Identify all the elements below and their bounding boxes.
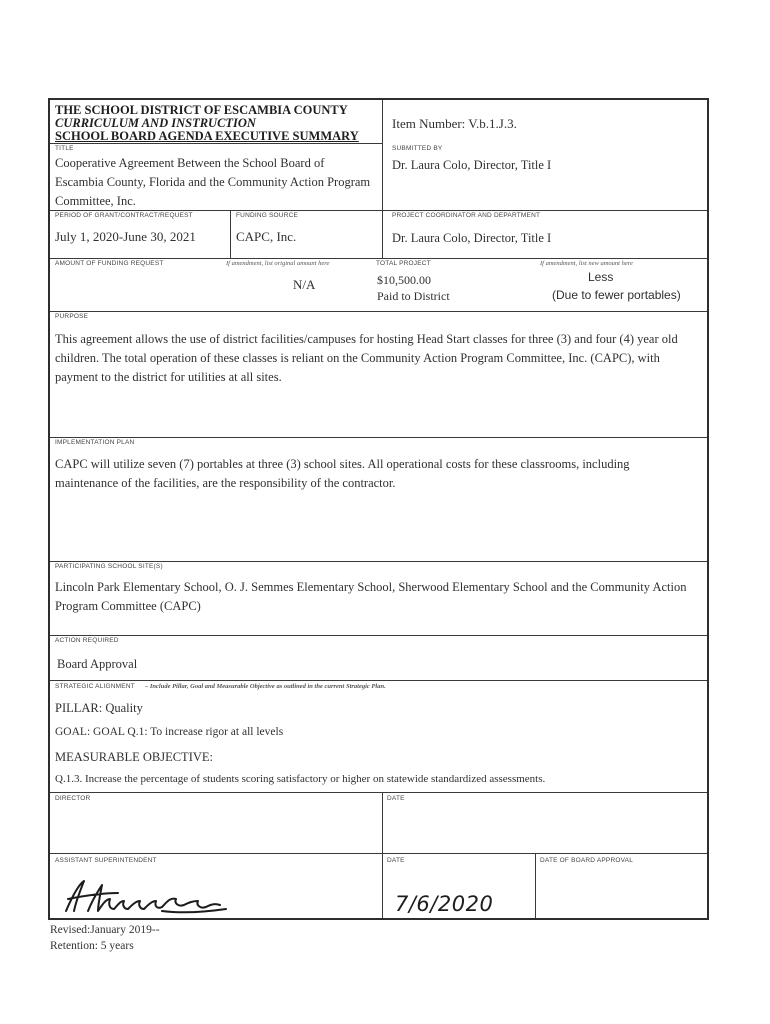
- divider: [50, 258, 707, 259]
- funding-source-label: FUNDING SOURCE: [236, 212, 299, 219]
- revised-note: Revised:January 2019--: [50, 924, 160, 936]
- funding-source-value: CAPC, Inc.: [236, 229, 297, 244]
- total-note: If amendment, list new amount here: [540, 260, 633, 267]
- date-label: DATE: [387, 857, 405, 864]
- strategic-note: – Include Pillar, Goal and Measurable Objective as outlined in the current Strategic Plan.: [145, 683, 386, 690]
- less-reason: (Due to fewer portables): [552, 288, 681, 302]
- total-amount: $10,500.00: [377, 273, 431, 287]
- participating-label: PARTICIPATING SCHOOL SITE(S): [55, 563, 163, 570]
- divider: [230, 210, 231, 258]
- date-label: DATE: [387, 795, 405, 802]
- objective-label: MEASURABLE OBJECTIVE:: [55, 750, 213, 764]
- retention-note: Retention: 5 years: [50, 940, 134, 952]
- divider: [50, 680, 707, 681]
- divider: [50, 635, 707, 636]
- divider: [50, 143, 382, 144]
- item-number: Item Number: V.b.1.J.3.: [392, 116, 517, 131]
- divider: [50, 561, 707, 562]
- assistant-superintendent-label: ASSISTANT SUPERINTENDENT: [55, 857, 157, 864]
- strategic-label: STRATEGIC ALIGNMENT: [55, 683, 135, 690]
- divider: [535, 853, 536, 918]
- signed-date: 7/6/2020: [395, 892, 494, 916]
- district-name: THE SCHOOL DISTRICT OF ESCAMBIA COUNTY: [55, 103, 348, 117]
- coordinator-label: PROJECT COORDINATOR AND DEPARTMENT: [392, 212, 541, 219]
- signature-image: [58, 875, 230, 917]
- action-label: ACTION REQUIRED: [55, 637, 119, 644]
- coordinator-value: Dr. Laura Colo, Director, Title I: [392, 231, 552, 245]
- period-value: July 1, 2020-June 30, 2021: [55, 229, 196, 244]
- submitted-by-value: Dr. Laura Colo, Director, Title I: [392, 158, 552, 172]
- divider: [382, 792, 383, 918]
- divider: [50, 853, 707, 854]
- goal-text: GOAL: GOAL Q.1: To increase rigor at all levels: [55, 726, 284, 738]
- amount-label: AMOUNT OF FUNDING REQUEST: [55, 260, 164, 267]
- purpose-label: PURPOSE: [55, 313, 89, 320]
- objective-text: Q.1.3. Increase the percentage of students scoring satisfactory or higher on statewide standardized assessments.: [55, 773, 546, 785]
- submitted-by-label: SUBMITTED BY: [392, 145, 443, 152]
- participating-text: Lincoln Park Elementary School, O. J. Semmes Elementary School, Sherwood Elementary School and the Community Action Program Committee (CAPC): [55, 580, 687, 613]
- action-text: Board Approval: [57, 657, 138, 671]
- title-label: TITLE: [55, 145, 74, 152]
- summary-title: SCHOOL BOARD AGENDA EXECUTIVE SUMMARY: [55, 129, 359, 143]
- executive-summary-form: [48, 98, 709, 920]
- period-label: PERIOD OF GRANT/CONTRACT/REQUEST: [55, 212, 193, 219]
- director-label: DIRECTOR: [55, 795, 91, 802]
- total-project-label: TOTAL PROJECT: [376, 260, 431, 267]
- total-paid: Paid to District: [377, 289, 450, 303]
- purpose-text: This agreement allows the use of district facilities/campuses for hosting Head Start classes for three (3) and four (4) year old children. The total operation of these classes is reliant on the Community Action Program Committee, Inc. (CAPC), with payment to the district for utilities at all sites.: [55, 332, 678, 384]
- pillar-text: PILLAR: Quality: [55, 701, 143, 715]
- divider: [50, 792, 707, 793]
- less-label: Less: [588, 270, 614, 284]
- title-value: Cooperative Agreement Between the School Board of Escambia County, Florida and the Community Action Program Committee, Inc.: [55, 156, 371, 208]
- amount-note: If amendment, list original amount here: [226, 260, 330, 267]
- divider: [382, 100, 383, 258]
- board-approval-date-label: DATE OF BOARD APPROVAL: [540, 857, 634, 864]
- divider: [50, 311, 707, 312]
- divider: [50, 437, 707, 438]
- implementation-label: IMPLEMENTATION PLAN: [55, 439, 135, 446]
- amount-value: N/A: [293, 277, 316, 292]
- department-name: CURRICULUM AND INSTRUCTION: [55, 116, 256, 130]
- implementation-text: CAPC will utilize seven (7) portables at three (3) school sites. All operational costs for these classrooms, including maintenance of the facilities, are the responsibility of the contractor.: [55, 457, 630, 490]
